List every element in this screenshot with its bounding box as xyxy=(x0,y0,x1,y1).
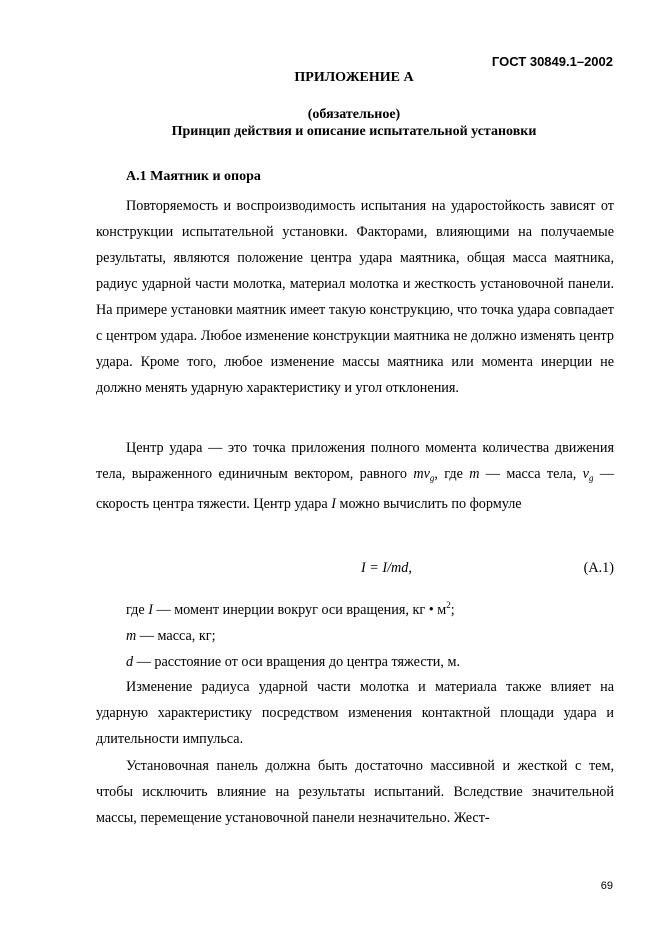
paragraph-2-text-b: , где xyxy=(434,466,470,482)
distance-symbol: d xyxy=(126,654,134,670)
definitions-list xyxy=(126,592,460,675)
appendix-title: ПРИЛОЖЕНИЕ А xyxy=(294,70,414,85)
appendix-status: (обязательное) xyxy=(307,107,401,122)
paragraph-2 xyxy=(96,435,614,517)
inertia-symbol: I xyxy=(148,602,153,618)
inertia-end: ; xyxy=(450,602,455,618)
paragraph-2-text-c: — масса тела, xyxy=(479,466,583,482)
formula-expression: I = I/md, xyxy=(361,560,412,576)
mass-symbol: m xyxy=(469,466,480,482)
velocity-symbol: v xyxy=(582,466,589,482)
mass-def-symbol: m xyxy=(126,628,137,644)
section-heading: А.1 Маятник и опора xyxy=(126,169,261,184)
formula-number: (А.1) xyxy=(583,560,614,576)
inertia-unit-exponent: 2 xyxy=(446,600,451,610)
distance-text: — расстояние от оси вращения до центра тяжести, м. xyxy=(133,654,461,670)
paragraph-2-text-a: Центр удара — это точка приложения полного момента количества движения тела, выраженного единичным вектором, равного xyxy=(96,440,614,482)
definition-inertia xyxy=(126,592,460,623)
definition-distance xyxy=(126,649,460,675)
mass-def-text: — масса, кг; xyxy=(136,628,216,644)
definition-prefix: где xyxy=(126,602,149,618)
paragraph-4: Установочная панель должна быть достаточно массивной и жесткой с тем, чтобы исключить влияние на результаты испытаний. Вследствие значительной массы, перемещение установочной панели незначительно. Жест- xyxy=(96,758,614,826)
momentum-symbol: mv xyxy=(413,466,430,482)
inertia-text: — момент инерции вокруг оси вращения, кг • м xyxy=(152,602,447,618)
center-symbol: I xyxy=(331,496,336,512)
definition-mass xyxy=(126,623,460,649)
paragraph-2-text-d: — скорость центра тяжести. Центр удара xyxy=(96,466,615,512)
momentum-subscript: g xyxy=(429,473,435,483)
page-number: 69 xyxy=(600,880,613,892)
paragraph-3: Изменение радиуса ударной части молотка и материала также влияет на ударную характеристику посредством изменения контактной площади удара и длительности импульса. xyxy=(96,679,614,747)
velocity-subscript: g xyxy=(588,473,594,483)
appendix-subtitle: Принцип действия и описание испытательной установки xyxy=(171,124,537,139)
paragraph-2-text-e: можно вычислить по формуле xyxy=(335,496,522,512)
paragraph-1: Повторяемость и воспроизводимость испытания на ударостойкость зависят от конструкции испытательной установки. Факторами, влияющими на получаемые результаты, являются положение центра удара маятника, общая масса маятника, радиус ударной части молотка, материал молотка и жесткость установочной панели. На примере установки маятник имеет такую конструкцию, что точка удара совпадает с центром удара. Любое изменение конструкции маятника не должно изменять центр удара. Кроме того, любое изменение массы маятника или момента инерции не должно менять ударную характеристику и угол отклонения. xyxy=(96,198,614,396)
standard-number: ГОСТ 30849.1–2002 xyxy=(491,54,613,69)
